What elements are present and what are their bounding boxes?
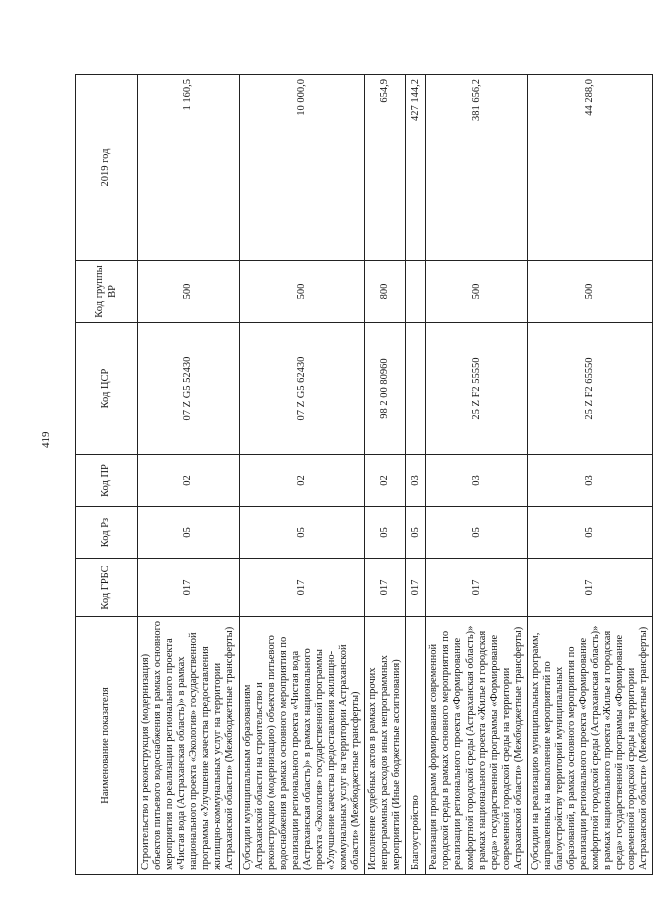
- table-row: [239, 75, 365, 875]
- rotated-table-container: [75, 75, 650, 875]
- row-name: Субсидии муниципальным образованиям Астраханской области на строительство и реконструкцию (модернизацию) объектов питьевого водоснабжения в рамках основного мероприятия по реализации регионального проекта «Чистая вода (Астраханская область)» в рамках национального проекта «Экология» государственной программы «Улучшение качества предоставления жилищно-коммунальных услуг на территории Астраханской области» (Межбюджетные трансферты): [239, 617, 365, 875]
- row-pr: 03: [426, 455, 528, 507]
- table-row: [406, 75, 426, 875]
- page-number: 419: [40, 431, 52, 448]
- row-rz: 05: [365, 507, 406, 559]
- row-amount: 44 288,0: [527, 75, 653, 261]
- row-name: Субсидии на реализацию муниципальных программ, направленных на выполнение мероприятий по благоустройству территорий муниципальных образований, в рамках основного мероприятия по реализации регионального проекта «Формирование комфортной городской среды (Астраханская область)» в рамках национального проекта «Жилье и городская среда» государственной программы «Формирование современной городской среды на территории Астраханской области» (Межбюджетные трансферты): [527, 617, 653, 875]
- row-grbs: 017: [527, 559, 653, 617]
- row-pr: 02: [138, 455, 240, 507]
- row-pr: 02: [365, 455, 406, 507]
- header-csr: Код ЦСР: [76, 323, 138, 455]
- row-pr: 03: [527, 455, 653, 507]
- row-pr: 03: [406, 455, 426, 507]
- row-name: Благоустройство: [406, 617, 426, 875]
- table-row: [138, 75, 240, 875]
- row-vr: 500: [239, 261, 365, 323]
- header-name: Наименование показателя: [76, 617, 138, 875]
- row-amount: 654,9: [365, 75, 406, 261]
- row-rz: 05: [426, 507, 528, 559]
- row-name: Строительство и реконструкция (модернизация) объектов питьевого водоснабжения в рамках основного мероприятия по реализации регионального проекта «Чистая вода (Астраханская область)» в рамках национального проекта «Экология» государственной программы «Улучшение качества предоставления жилищно-коммунальных услуг на территории Астраханской области» (Межбюджетные трансферты): [138, 617, 240, 875]
- row-csr: [406, 323, 426, 455]
- row-amount: 427 144,2: [406, 75, 426, 261]
- row-grbs: 017: [365, 559, 406, 617]
- row-pr: 02: [239, 455, 365, 507]
- row-grbs: 017: [239, 559, 365, 617]
- row-csr: 25 Z F2 65550: [527, 323, 653, 455]
- row-name: Реализация программ формирования современной городской среды в рамках основного мероприятия по реализации регионального проекта «Формирование комфортной городской среды (Астраханская область)» в рамках национального проекта «Жилье и городская среда» государственной программы «Формирование современной городской среды на территории Астраханской области» (Межбюджетные трансферты): [426, 617, 528, 875]
- row-rz: 05: [406, 507, 426, 559]
- row-amount: 1 160,5: [138, 75, 240, 261]
- row-vr: 500: [138, 261, 240, 323]
- row-amount: 10 000,0: [239, 75, 365, 261]
- row-rz: 05: [138, 507, 240, 559]
- header-year: 2019 год: [76, 75, 138, 261]
- row-csr: 98 2 00 80960: [365, 323, 406, 455]
- row-csr: 07 Z G5 52430: [138, 323, 240, 455]
- row-vr: 500: [527, 261, 653, 323]
- row-csr: 07 Z G5 62430: [239, 323, 365, 455]
- header-vr: Код группы ВР: [76, 261, 138, 323]
- row-rz: 05: [239, 507, 365, 559]
- row-vr: [406, 261, 426, 323]
- row-vr: 500: [426, 261, 528, 323]
- table-row: [365, 75, 406, 875]
- row-name: Исполнение судебных актов в рамках прочих непрограммных расходов иных непрограммных мероприятий (Иные бюджетные ассигнования): [365, 617, 406, 875]
- header-pr: Код ПР: [76, 455, 138, 507]
- table-row: [426, 75, 528, 875]
- row-amount: 381 656,2: [426, 75, 528, 261]
- row-rz: 05: [527, 507, 653, 559]
- row-vr: 800: [365, 261, 406, 323]
- row-csr: 25 Z F2 55550: [426, 323, 528, 455]
- header-grbs: Код ГРБС: [76, 559, 138, 617]
- table-row: [527, 75, 653, 875]
- header-rz: Код Рз: [76, 507, 138, 559]
- row-grbs: 017: [426, 559, 528, 617]
- row-grbs: 017: [138, 559, 240, 617]
- row-grbs: 017: [406, 559, 426, 617]
- budget-table: [75, 74, 653, 875]
- table-header-row: [76, 75, 138, 875]
